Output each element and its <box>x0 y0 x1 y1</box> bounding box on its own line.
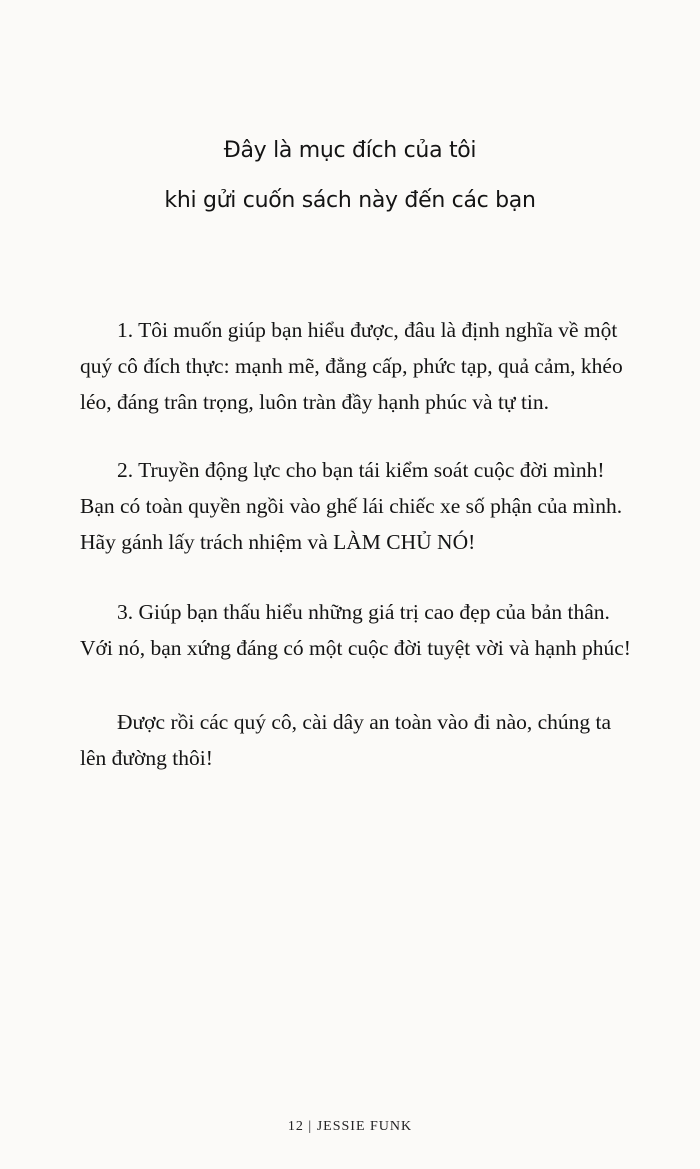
paragraph-line: lên đường thôi! <box>80 746 213 770</box>
paragraph-closing <box>80 704 632 776</box>
paragraph-line: Hãy gánh lấy trách nhiệm và LÀM CHỦ NÓ! <box>80 530 476 554</box>
chapter-heading <box>0 126 700 226</box>
paragraph-line: 1. Tôi muốn giúp bạn hiểu được, đâu là định nghĩa về một <box>117 318 618 342</box>
paragraph-purpose-2 <box>80 452 632 560</box>
page-footer <box>0 1119 700 1135</box>
paragraph-line: Được rồi các quý cô, cài dây an toàn vào đi nào, chúng ta <box>117 710 612 734</box>
paragraph-line: Với nó, bạn xứng đáng có một cuộc đời tuyệt vời và hạnh phúc! <box>80 636 631 660</box>
heading-line-1: Đây là mục đích của tôi <box>223 138 477 163</box>
paragraph-line: 3. Giúp bạn thấu hiểu những giá trị cao đẹp của bản thân. <box>117 600 610 624</box>
paragraph-purpose-1 <box>80 312 632 420</box>
paragraph-line: Bạn có toàn quyền ngồi vào ghế lái chiếc xe số phận của mình. <box>80 494 623 518</box>
paragraph-line: 2. Truyền động lực cho bạn tái kiểm soát cuộc đời mình! <box>117 458 605 482</box>
paragraph-line: quý cô đích thực: mạnh mẽ, đẳng cấp, phức tạp, quả cảm, khéo <box>80 354 623 378</box>
author-name: JESSIE FUNK <box>316 1119 413 1134</box>
paragraph-line: léo, đáng trân trọng, luôn tràn đầy hạnh phúc và tự tin. <box>80 390 550 414</box>
heading-line-2: khi gửi cuốn sách này đến các bạn <box>164 188 536 213</box>
page-number: 12 <box>287 1119 304 1134</box>
footer-separator: | <box>308 1119 313 1134</box>
paragraph-purpose-3 <box>80 594 632 666</box>
